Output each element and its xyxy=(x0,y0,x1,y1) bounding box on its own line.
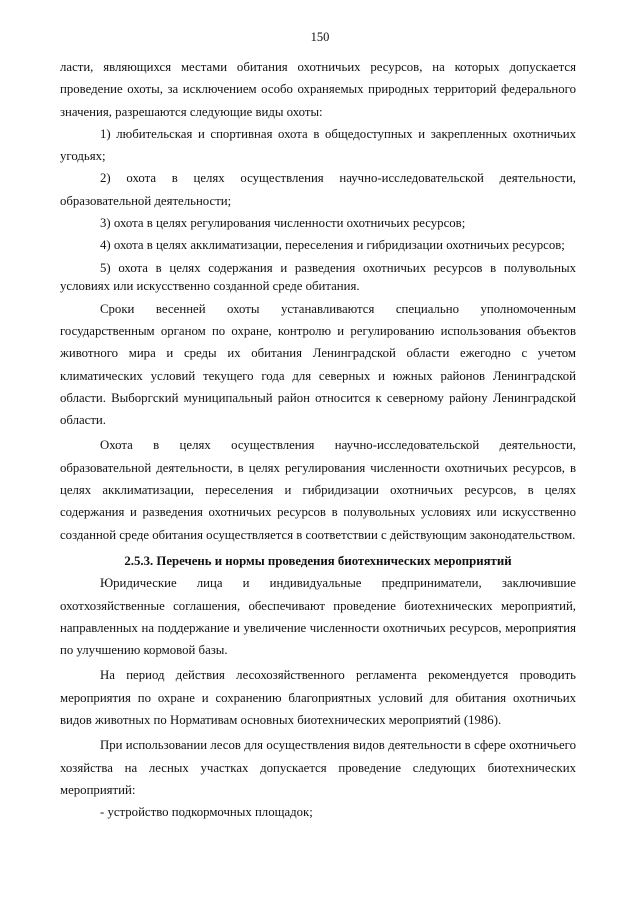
page-number: 150 xyxy=(310,30,330,44)
list-item-hunting-type-3: 3) охота в целях регулирования численности охотничьих ресурсов; xyxy=(100,216,466,231)
list-item-feeding-sites: - устройство подкормочных площадок; xyxy=(100,805,313,820)
paragraph-legal-entities: Юридические лица и индивидуальные предприниматели, заключившие охотхозяйственные соглашения, обеспечивают проведение биотехнических мероприятий, направленных на поддержание и увеличение численности охотничьих ресурсов, мероприятия по улучшению кормовой базы. xyxy=(60,576,576,658)
list-item-hunting-type-1: 1) любительская и спортивная охота в общедоступных и закрепленных охотничьих угодьях; xyxy=(60,126,576,164)
list-item-hunting-type-4: 4) охота в целях акклиматизации, переселения и гибридизации охотничьих ресурсов; xyxy=(100,238,565,253)
list-item-hunting-type-5: 5) охота в целях содержания и разведения охотничьих ресурсов в полувольных условиях или искусственно созданной среде обитания. xyxy=(60,260,576,293)
paragraph-research-hunting: Охота в целях осуществления научно-исследовательской деятельности, образовательной деятельности, в целях регулирования численности охотничьих ресурсов, в целях акклиматизации, переселения и гибридизации охотничьих ресурсов, в целях содержания и разведения охотничьих ресурсов в полувольных условиях или искусственно созданной среде обитания осуществляется в соответствии с действующим законодательством. xyxy=(60,438,576,542)
paragraph-intro: ласти, являющихся местами обитания охотничьих ресурсов, на которых допускается проведение охоты, за исключением особо охраняемых природных территорий федерального значения, разрешаются следующие виды охоты: xyxy=(60,60,576,119)
paragraph-forest-use: При использовании лесов для осуществления видов деятельности в сфере охотничьего хозяйства на лесных участках допускается проведение следующих биотехнических мероприятий: xyxy=(60,738,576,797)
paragraph-regulation-period: На период действия лесохозяйственного регламента рекомендуется проводить мероприятия по охране и сохранению благоприятных условий для обитания охотничьих видов животных по Нормативам основных биотехнических мероприятий (1986). xyxy=(60,668,576,728)
paragraph-spring-hunting: Сроки весенней охоты устанавливаются специально уполномоченным государственным органом по охране, контролю и регулированию использования объектов животного мира и среды их обитания Ленинградской области ежегодно с учетом климатических условий текущего года для северных и южных районов Ленинградской области. Выборгский муниципальный район относится к северному району Ленинградской области. xyxy=(60,301,576,428)
list-item-hunting-type-2: 2) охота в целях осуществления научно-исследовательской деятельности, образовательной деятельности; xyxy=(60,171,576,208)
section-heading: 2.5.3. Перечень и нормы проведения биотехнических мероприятий xyxy=(124,553,512,568)
document-body xyxy=(60,56,576,824)
